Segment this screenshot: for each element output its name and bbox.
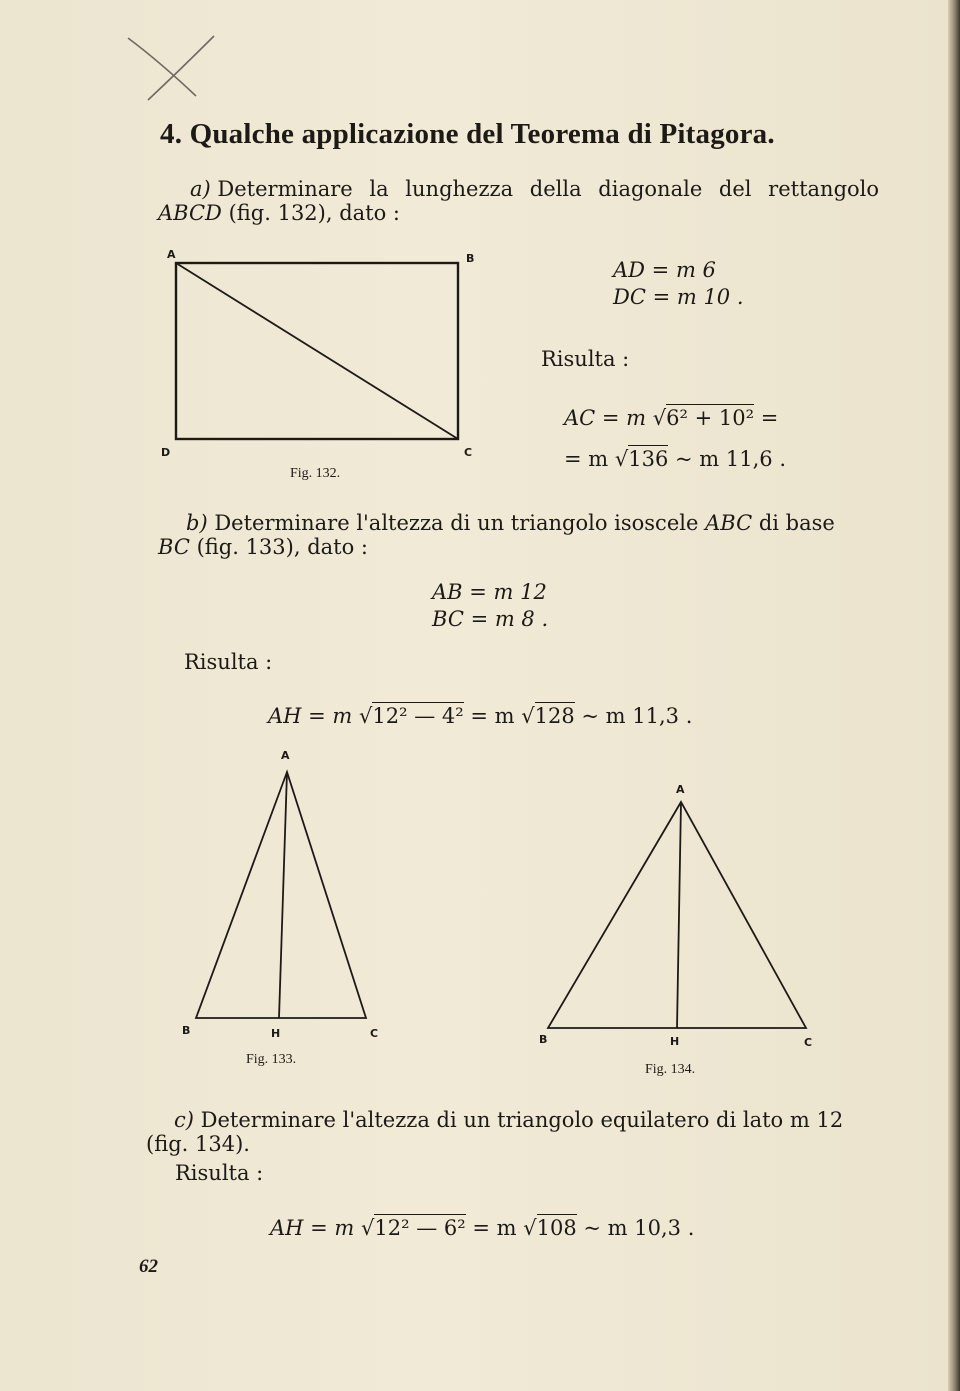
section-c-label: c): [174, 1108, 194, 1132]
section-b-triangle-name: ABC: [705, 511, 753, 535]
section-c-result-label: Risulta :: [175, 1161, 264, 1185]
section-heading: 4. Qualche applicazione del Teorema di Pitagora.: [160, 118, 775, 150]
section-b-base-name: BC: [158, 535, 190, 559]
fig133-label-h: H: [271, 1027, 281, 1040]
figure-133-drawing: [196, 772, 366, 1018]
fig134-label-a: A: [676, 783, 685, 796]
section-c-line1: [174, 1108, 843, 1132]
section-a-result-1-tail: =: [760, 406, 779, 430]
fig134-label-h: H: [670, 1035, 680, 1048]
section-a-label: a): [190, 177, 211, 201]
section-a-line1: [190, 177, 879, 201]
fig132-label-c: C: [464, 446, 473, 459]
section-b-result-radicand-2: 128: [534, 704, 575, 728]
section-c-text-line2: (fig. 134).: [146, 1132, 250, 1156]
section-c-result-tail: ~ m 10,3 .: [583, 1216, 695, 1240]
section-c-text-line1: Determinare l'altezza di un triangolo equilatero di lato m 12: [200, 1108, 844, 1132]
section-b-text-line1: Determinare l'altezza di un triangolo isoscele: [214, 511, 699, 535]
section-a-text-line1: Determinare la lunghezza della diagonale del rettangolo: [217, 177, 880, 201]
section-c-result-radicand-2: 108: [536, 1216, 577, 1240]
figure-132-drawing: [176, 263, 458, 439]
section-a-rect-name: ABCD: [158, 201, 222, 225]
fig133-label-b: B: [182, 1024, 191, 1037]
section-b-text-line2: (fig. 133), dato :: [196, 535, 368, 559]
section-c-result-lhs: AH = m √: [270, 1216, 375, 1240]
fig132-label-b: B: [466, 252, 475, 265]
fig133-caption: Fig. 133.: [246, 1052, 297, 1067]
pencil-cross-mark: [128, 36, 214, 100]
section-a-line2: [158, 201, 400, 225]
section-a-result-2-radicand: 136: [628, 447, 669, 471]
section-a-result-2: [564, 447, 786, 471]
fig132-label-a: A: [167, 248, 176, 261]
section-b-given-1: AB = m 12: [432, 580, 547, 604]
fig134-caption: Fig. 134.: [645, 1062, 696, 1077]
section-a-given-2: DC = m 10 .: [613, 285, 744, 309]
section-a-result-1-radicand: 6² + 10²: [666, 406, 755, 430]
section-a-result-label: Risulta :: [541, 347, 630, 371]
section-c-result-mid: = m √: [472, 1216, 537, 1240]
section-a-result-1: [564, 406, 778, 430]
section-b-line1: [186, 511, 835, 535]
section-a-given-1: AD = m 6: [613, 258, 716, 282]
fig132-label-d: D: [161, 446, 171, 459]
fig134-label-b: B: [539, 1033, 548, 1046]
page-number: 62: [139, 1256, 158, 1277]
section-b-line2: [158, 535, 368, 559]
fig133-label-a: A: [281, 749, 290, 762]
section-b-result-lhs: AH = m √: [268, 704, 373, 728]
figure-134-drawing: [548, 802, 806, 1028]
section-b-result-tail: ~ m 11,3 .: [581, 704, 693, 728]
section-a-text-line2: (fig. 132), dato :: [228, 201, 401, 225]
section-b-result-label: Risulta :: [184, 650, 273, 674]
section-b-label: b): [186, 511, 208, 535]
section-b-result-mid: = m √: [470, 704, 535, 728]
section-b-result-radicand-1: 12² — 4²: [372, 704, 464, 728]
section-b-result: [268, 704, 692, 728]
fig134-label-c: C: [804, 1036, 813, 1049]
section-a-result-1-lhs: AC = m √: [564, 406, 667, 430]
section-c-result-radicand-1: 12² — 6²: [374, 1216, 466, 1240]
section-b-given-2: BC = m 8 .: [432, 607, 549, 631]
section-a-result-2-lhs: = m √: [564, 447, 629, 471]
fig132-caption: Fig. 132.: [290, 466, 341, 481]
fig133-label-c: C: [370, 1027, 379, 1040]
section-b-text-line1-end: di base: [758, 511, 835, 535]
section-c-result: [270, 1216, 694, 1240]
section-a-result-2-tail: ~ m 11,6 .: [675, 447, 786, 471]
